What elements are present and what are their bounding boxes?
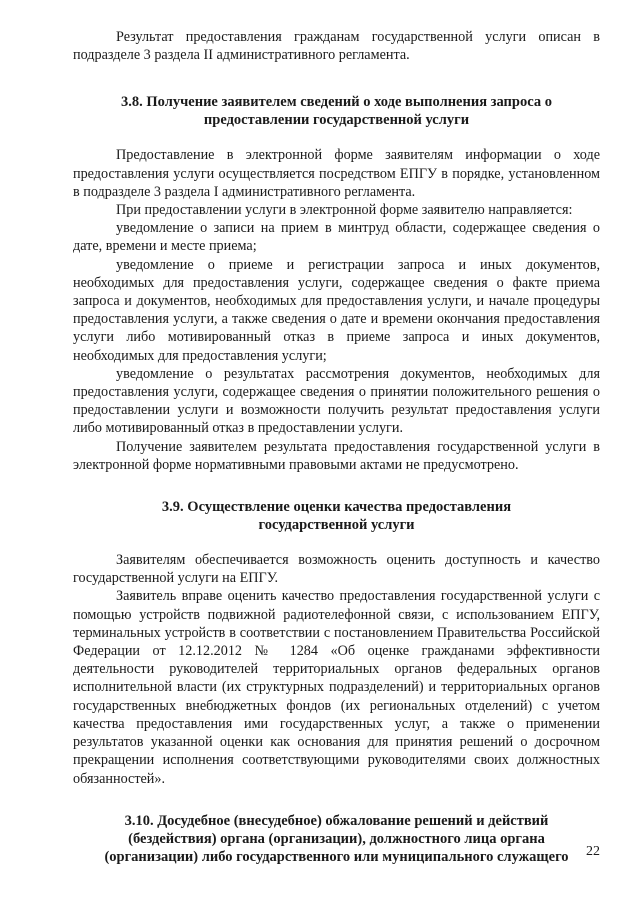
section-3-9-paragraph: Заявитель вправе оценить качество предоставления государственной услуги с помощью устройств подвижной радиотелефонной связи, с использованием ЕПГУ, терминальных устройств в соответствии с постановлением Правительства Российской Федерации от 12.12.2012 № 1284 «Об оценке гражданами эффективности деятельности руководителей территориальных органов федеральных органов исполнительной власти (их структурных подразделений) и территориальных органов государственных внебюджетных фондов (их региональных отделений) с учетом качества предоставления ими государственных услуг, а также о применении результатов указанной оценки как основания для принятия решений о досрочном прекращении исполнения соответствующими руководителями своих должностных обязанностей». <box>73 588 600 787</box>
page-number: 22 <box>586 844 600 859</box>
section-3-9 <box>73 498 600 788</box>
intro-paragraph: Результат предоставления гражданам государственной услуги описан в подразделе 3 раздела II административного регламента. <box>73 29 600 64</box>
section-3-8-title-line-1: 3.8. Получение заявителем сведений о ходе выполнения запроса о <box>121 94 552 111</box>
section-3-8 <box>73 93 600 474</box>
section-3-8-paragraph: уведомление о записи на прием в минтруд области, содержащее сведения о дате, времени и месте приема; <box>73 220 600 255</box>
section-3-9-body <box>73 551 600 788</box>
section-3-8-paragraph: уведомление о результатах рассмотрения документов, необходимых для предоставления услуги, содержащее сведения о принятии положительного решения о предоставлении услуги и возможности получить результат предоставления услуги либо мотивированный отказ в предоставлении услуги. <box>73 365 600 437</box>
section-3-9-title-line-2: государственной услуги <box>258 517 415 534</box>
section-3-8-paragraph: Предоставление в электронной форме заявителям информации о ходе предоставления услуги осуществляется посредством ЕПГУ в порядке, установленном в подразделе 3 раздела I административного регламента. <box>73 147 600 200</box>
section-3-8-title-line-2: предоставлении государственной услуги <box>203 112 470 129</box>
section-3-10 <box>73 812 600 866</box>
section-3-10-title-line-2: (бездействия) органа (организации), должностного лица органа <box>128 830 545 847</box>
section-3-9-title-line-1: 3.9. Осуществление оценки качества предоставления <box>161 499 512 516</box>
section-3-9-paragraph: Заявителям обеспечивается возможность оценить доступность и качество государственной услуги на ЕПГУ. <box>73 552 600 587</box>
section-3-8-paragraph: Получение заявителем результата предоставления государственной услуги в электронной форме нормативными правовыми актами не предусмотрено. <box>73 438 600 473</box>
section-3-8-paragraph: При предоставлении услуги в электронной форме заявителю направляется: <box>116 202 573 219</box>
section-3-10-title-line-1: 3.10. Досудебное (внесудебное) обжалование решений и действий <box>124 812 549 829</box>
section-3-8-paragraph: уведомление о приеме и регистрации запроса и иных документов, необходимых для предоставления услуги, содержащее сведения о факте приема запроса и документов, необходимых для предоставления услуги, и начале процедуры предоставления услуги, а также сведения о дате и времени окончания предоставления услуги либо мотивированный отказ в приеме запроса и иных документов, необходимых для предоставления услуги; <box>73 256 600 364</box>
section-3-8-body <box>73 146 600 474</box>
section-3-10-title-line-3: (организации) либо государственного или муниципального служащего <box>104 848 569 865</box>
